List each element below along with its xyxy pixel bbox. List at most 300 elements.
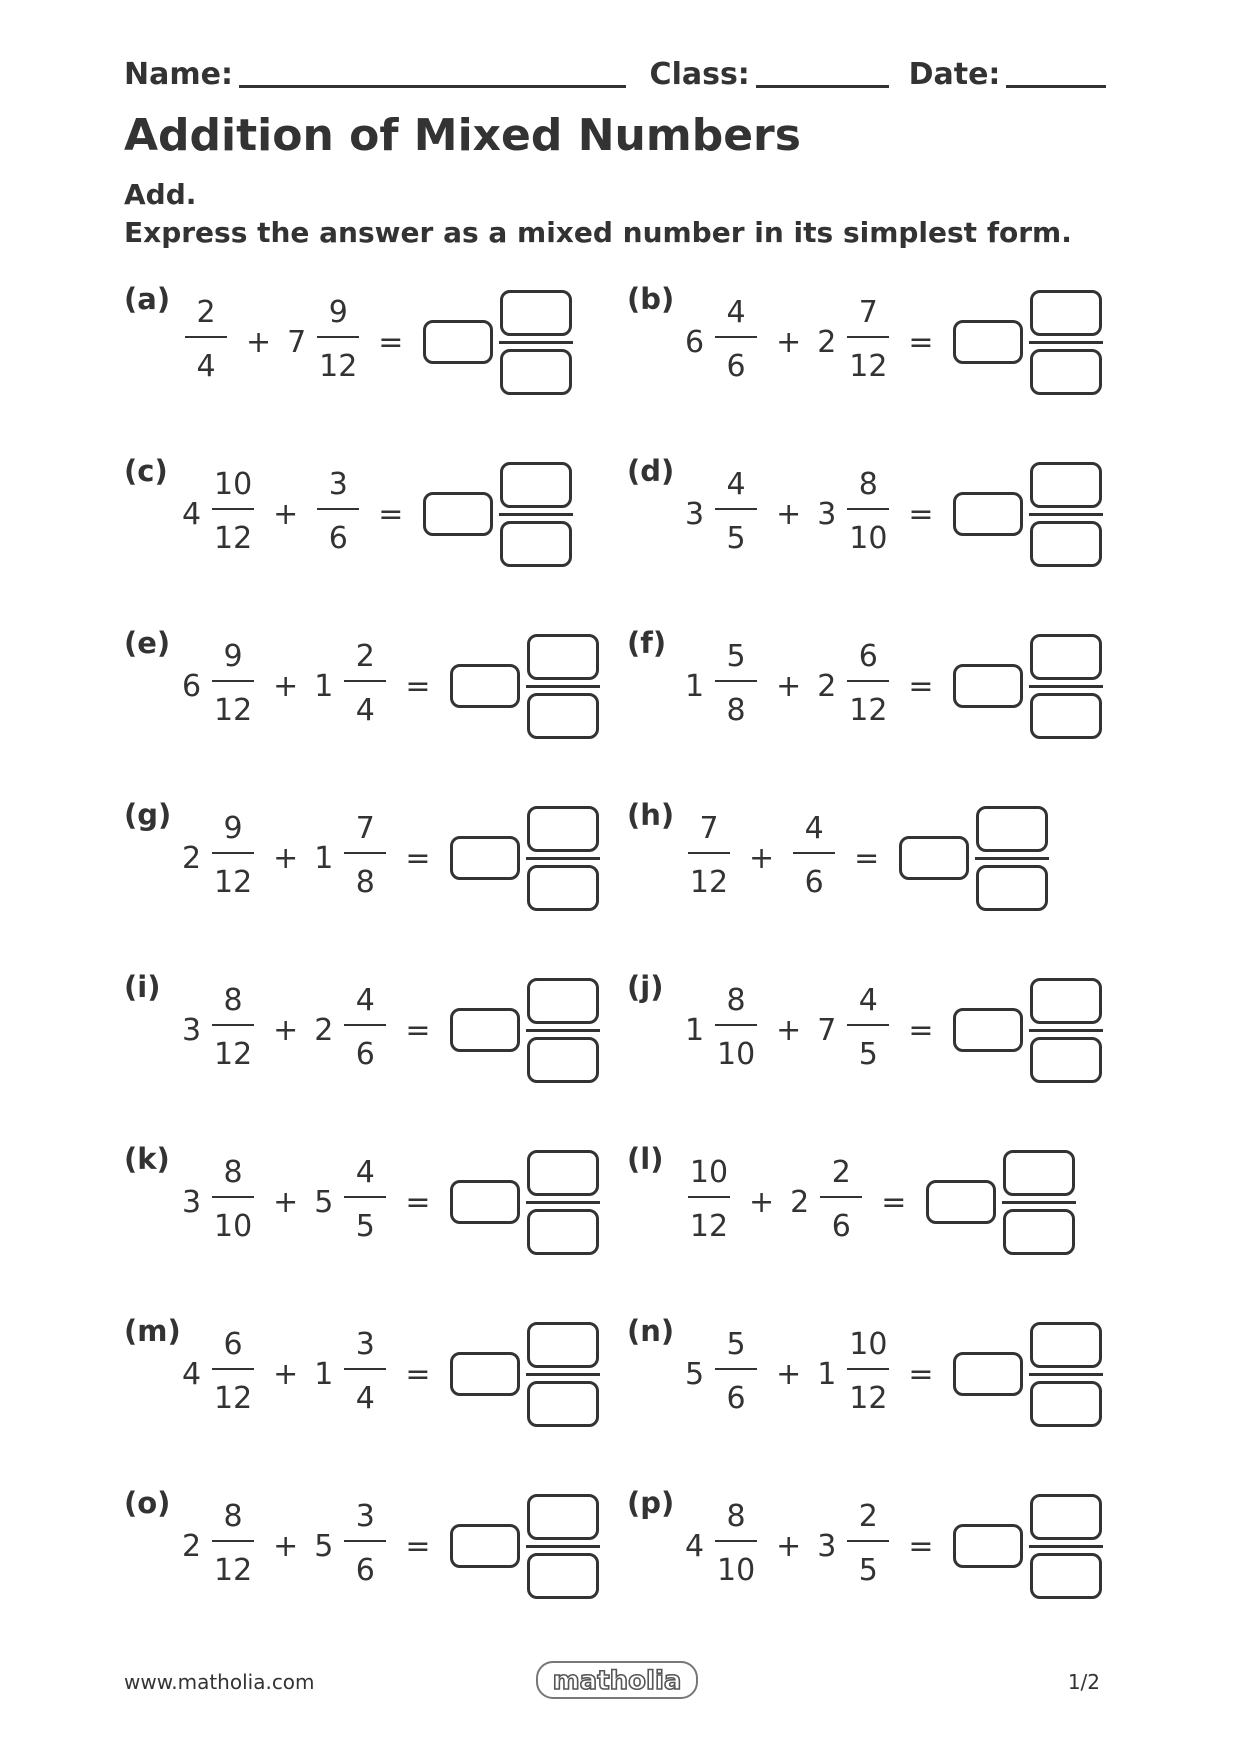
answer-numerator-box[interactable] [1030, 462, 1102, 508]
fraction-bar [847, 1368, 889, 1370]
second-whole-number: 2 [817, 324, 837, 360]
problem-expression [182, 626, 600, 746]
answer-denominator-box[interactable] [527, 1553, 599, 1599]
equals-sign: = [405, 1184, 431, 1220]
equals-sign: = [405, 840, 431, 876]
fraction-bar [820, 1196, 862, 1198]
first-fraction [685, 1154, 733, 1250]
equals-sign: = [405, 668, 431, 704]
problem-item [627, 454, 1187, 574]
second-numerator: 8 [858, 467, 878, 502]
second-denominator: 5 [355, 1209, 375, 1244]
problem-label: (i) [124, 970, 161, 1004]
answer-fraction-bar [1029, 1373, 1103, 1376]
matholia-logo [536, 1660, 698, 1700]
first-numerator: 8 [223, 1155, 243, 1190]
answer-denominator-box[interactable] [976, 865, 1048, 911]
second-numerator: 6 [858, 639, 878, 674]
answer-fraction-bar [499, 513, 573, 516]
first-fraction [712, 982, 760, 1078]
answer-numerator-box[interactable] [527, 806, 599, 852]
second-whole-number: 1 [314, 840, 334, 876]
second-denominator: 6 [328, 521, 348, 556]
first-numerator: 4 [726, 295, 746, 330]
first-fraction [712, 1326, 760, 1422]
answer-area [899, 806, 1049, 911]
answer-fraction [1029, 462, 1103, 567]
answer-whole-box[interactable] [450, 1008, 520, 1052]
first-numerator: 8 [726, 983, 746, 1018]
problem-label: (f) [627, 626, 667, 660]
first-numerator: 10 [689, 1155, 729, 1190]
equals-sign: = [854, 840, 880, 876]
answer-area [953, 634, 1103, 739]
fraction-bar [688, 852, 730, 854]
problem-expression [685, 454, 1103, 574]
answer-area [953, 978, 1103, 1083]
answer-whole-box[interactable] [450, 1180, 520, 1224]
problem-expression [685, 1142, 1076, 1262]
first-numerator: 8 [223, 1499, 243, 1534]
answer-numerator-box[interactable] [1030, 1322, 1102, 1368]
answer-area [450, 1494, 600, 1599]
answer-denominator-box[interactable] [1030, 349, 1102, 395]
answer-fraction [1029, 978, 1103, 1083]
second-fraction [817, 1154, 865, 1250]
answer-numerator-box[interactable] [527, 978, 599, 1024]
fraction-bar [793, 852, 835, 854]
problem-expression [685, 1486, 1103, 1606]
answer-fraction [526, 1150, 600, 1255]
fraction-bar [317, 336, 359, 338]
answer-whole-box[interactable] [450, 1524, 520, 1568]
answer-denominator-box[interactable] [527, 693, 599, 739]
answer-fraction-bar [526, 1029, 600, 1032]
first-denominator: 12 [214, 693, 253, 728]
plus-sign: + [273, 1356, 299, 1392]
answer-denominator-box[interactable] [1030, 1037, 1102, 1083]
fraction-bar [212, 1540, 254, 1542]
answer-area [953, 1322, 1103, 1427]
answer-fraction [1029, 290, 1103, 395]
answer-numerator-box[interactable] [527, 634, 599, 680]
answer-area [450, 978, 600, 1083]
second-denominator: 12 [849, 349, 888, 384]
answer-fraction [1029, 1322, 1103, 1427]
first-denominator: 10 [717, 1553, 756, 1588]
second-numerator: 4 [858, 983, 878, 1018]
equals-sign: = [908, 668, 934, 704]
equals-sign: = [378, 496, 404, 532]
website-url: www.matholia.com [124, 1670, 315, 1694]
instruction-simplest-form: Express the answer as a mixed number in its simplest form. [124, 216, 1072, 249]
second-denominator: 6 [355, 1553, 375, 1588]
answer-area [423, 290, 573, 395]
answer-fraction-bar [499, 341, 573, 344]
answer-numerator-box[interactable] [1030, 978, 1102, 1024]
equals-sign: = [908, 1012, 934, 1048]
second-numerator: 2 [355, 639, 375, 674]
answer-fraction-bar [1002, 1201, 1076, 1204]
fraction-bar [715, 680, 757, 682]
second-whole-number: 1 [314, 1356, 334, 1392]
second-numerator: 4 [355, 1155, 375, 1190]
plus-sign: + [749, 1184, 775, 1220]
first-fraction [209, 1154, 257, 1250]
answer-numerator-box[interactable] [500, 462, 572, 508]
first-fraction [209, 466, 257, 562]
second-numerator: 9 [328, 295, 348, 330]
problem-item [627, 798, 1187, 918]
fraction-bar [847, 336, 889, 338]
second-whole-number: 5 [314, 1528, 334, 1564]
answer-numerator-box[interactable] [1030, 290, 1102, 336]
second-fraction [844, 1498, 892, 1594]
second-numerator: 7 [355, 811, 375, 846]
second-whole-number: 2 [817, 668, 837, 704]
answer-whole-box[interactable] [926, 1180, 996, 1224]
second-denominator: 12 [849, 1381, 888, 1416]
problem-item [627, 970, 1187, 1090]
problem-item [124, 798, 684, 918]
problem-item [124, 454, 684, 574]
answer-denominator-box[interactable] [1030, 1553, 1102, 1599]
fraction-bar [715, 1540, 757, 1542]
answer-whole-box[interactable] [953, 1352, 1023, 1396]
fraction-bar [715, 1368, 757, 1370]
answer-fraction-bar [1029, 341, 1103, 344]
answer-whole-box[interactable] [450, 664, 520, 708]
equals-sign: = [908, 324, 934, 360]
answer-fraction-bar [1029, 513, 1103, 516]
problem-item [124, 282, 684, 402]
fraction-bar [212, 680, 254, 682]
equals-sign: = [908, 1356, 934, 1392]
answer-fraction-bar [1029, 1029, 1103, 1032]
worksheet-title: Addition of Mixed Numbers [124, 110, 801, 161]
answer-numerator-box[interactable] [1003, 1150, 1075, 1196]
answer-area [926, 1150, 1076, 1255]
first-whole-number: 4 [182, 496, 202, 532]
date-blank[interactable] [1006, 51, 1106, 88]
answer-numerator-box[interactable] [527, 1494, 599, 1540]
second-denominator: 5 [858, 1553, 878, 1588]
problem-expression [685, 970, 1103, 1090]
problem-item [124, 1314, 684, 1434]
problem-item [124, 970, 684, 1090]
problem-expression [182, 282, 573, 402]
problem-label: (d) [627, 454, 675, 488]
equals-sign: = [405, 1012, 431, 1048]
first-numerator: 2 [196, 295, 216, 330]
second-denominator: 12 [849, 693, 888, 728]
answer-numerator-box[interactable] [500, 290, 572, 336]
first-numerator: 7 [699, 811, 719, 846]
answer-fraction [526, 978, 600, 1083]
plus-sign: + [273, 1012, 299, 1048]
name-label: Name: [124, 57, 233, 92]
second-fraction [844, 982, 892, 1078]
answer-denominator-box[interactable] [500, 521, 572, 567]
fraction-bar [715, 336, 757, 338]
answer-area [953, 462, 1103, 567]
second-whole-number: 7 [287, 324, 307, 360]
answer-whole-box[interactable] [953, 664, 1023, 708]
plus-sign: + [273, 1184, 299, 1220]
second-fraction [341, 1498, 389, 1594]
fraction-bar [344, 1368, 386, 1370]
fraction-bar [688, 1196, 730, 1198]
class-blank[interactable] [756, 51, 889, 88]
second-denominator: 12 [319, 349, 358, 384]
problem-label: (a) [124, 282, 171, 316]
first-fraction [209, 1498, 257, 1594]
first-denominator: 12 [214, 1553, 253, 1588]
first-whole-number: 1 [685, 1012, 705, 1048]
first-fraction [712, 1498, 760, 1594]
second-numerator: 7 [858, 295, 878, 330]
second-whole-number: 7 [817, 1012, 837, 1048]
answer-whole-box[interactable] [450, 836, 520, 880]
fraction-bar [344, 680, 386, 682]
first-fraction [209, 810, 257, 906]
first-denominator: 4 [196, 349, 216, 384]
second-denominator: 6 [831, 1209, 851, 1244]
problem-label: (o) [124, 1486, 171, 1520]
answer-area [450, 1150, 600, 1255]
problem-label: (b) [627, 282, 675, 316]
first-numerator: 9 [223, 639, 243, 674]
answer-area [953, 1494, 1103, 1599]
second-fraction [314, 294, 362, 390]
second-fraction [844, 294, 892, 390]
problem-item [124, 1142, 684, 1262]
problem-label: (m) [124, 1314, 181, 1348]
answer-numerator-box[interactable] [1030, 634, 1102, 680]
problem-expression [182, 454, 573, 574]
first-denominator: 8 [726, 693, 746, 728]
answer-fraction-bar [526, 857, 600, 860]
fraction-bar [344, 852, 386, 854]
second-numerator: 3 [355, 1499, 375, 1534]
plus-sign: + [776, 496, 802, 532]
second-fraction [844, 1326, 892, 1422]
answer-whole-box[interactable] [953, 1008, 1023, 1052]
problem-label: (p) [627, 1486, 675, 1520]
first-denominator: 6 [726, 1381, 746, 1416]
second-denominator: 8 [355, 865, 375, 900]
class-label: Class: [649, 57, 750, 92]
answer-denominator-box[interactable] [527, 1381, 599, 1427]
fraction-bar [847, 1024, 889, 1026]
plus-sign: + [776, 1356, 802, 1392]
fraction-bar [344, 1540, 386, 1542]
second-denominator: 6 [804, 865, 824, 900]
problem-label: (n) [627, 1314, 675, 1348]
first-whole-number: 2 [182, 840, 202, 876]
first-fraction [712, 294, 760, 390]
answer-fraction-bar [975, 857, 1049, 860]
first-numerator: 8 [223, 983, 243, 1018]
problem-expression [685, 626, 1103, 746]
answer-fraction [499, 290, 573, 395]
plus-sign: + [749, 840, 775, 876]
first-denominator: 5 [726, 521, 746, 556]
problem-label: (h) [627, 798, 675, 832]
second-fraction [341, 1326, 389, 1422]
problem-expression [182, 970, 600, 1090]
answer-fraction [1029, 1494, 1103, 1599]
problem-label: (l) [627, 1142, 664, 1176]
fraction-bar [847, 680, 889, 682]
fraction-bar [317, 508, 359, 510]
answer-whole-box[interactable] [423, 492, 493, 536]
instruction-add: Add. [124, 178, 197, 211]
problem-expression [182, 1142, 600, 1262]
first-whole-number: 1 [685, 668, 705, 704]
first-whole-number: 4 [182, 1356, 202, 1392]
second-numerator: 2 [831, 1155, 851, 1190]
student-info-line [124, 48, 1116, 92]
answer-whole-box[interactable] [953, 320, 1023, 364]
first-denominator: 12 [214, 1037, 253, 1072]
second-numerator: 10 [849, 1327, 888, 1362]
answer-area [450, 806, 600, 911]
plus-sign: + [776, 324, 802, 360]
answer-area [953, 290, 1103, 395]
problem-item [627, 626, 1187, 746]
problem-label: (k) [124, 1142, 170, 1176]
equals-sign: = [908, 1528, 934, 1564]
answer-denominator-box[interactable] [527, 1209, 599, 1255]
second-whole-number: 5 [314, 1184, 334, 1220]
answer-fraction [975, 806, 1049, 911]
answer-fraction [526, 1322, 600, 1427]
first-whole-number: 3 [182, 1012, 202, 1048]
first-fraction [712, 466, 760, 562]
first-denominator: 6 [726, 349, 746, 384]
second-numerator: 2 [858, 1499, 878, 1534]
first-whole-number: 5 [685, 1356, 705, 1392]
problem-item [124, 626, 684, 746]
fraction-bar [847, 508, 889, 510]
fraction-bar [212, 852, 254, 854]
answer-numerator-box[interactable] [527, 1322, 599, 1368]
first-fraction [685, 810, 733, 906]
second-denominator: 6 [355, 1037, 375, 1072]
second-fraction [341, 982, 389, 1078]
second-fraction [341, 1154, 389, 1250]
problem-expression [182, 798, 600, 918]
second-whole-number: 3 [817, 496, 837, 532]
answer-denominator-box[interactable] [1003, 1209, 1075, 1255]
first-numerator: 5 [726, 639, 746, 674]
answer-whole-box[interactable] [899, 836, 969, 880]
answer-denominator-box[interactable] [527, 865, 599, 911]
plus-sign: + [776, 1528, 802, 1564]
answer-denominator-box[interactable] [1030, 521, 1102, 567]
problem-label: (e) [124, 626, 171, 660]
problem-expression [685, 282, 1103, 402]
plus-sign: + [273, 840, 299, 876]
first-whole-number: 3 [182, 1184, 202, 1220]
second-denominator: 10 [849, 521, 888, 556]
plus-sign: + [246, 324, 272, 360]
first-fraction [712, 638, 760, 734]
fraction-bar [344, 1024, 386, 1026]
answer-denominator-box[interactable] [527, 1037, 599, 1083]
answer-numerator-box[interactable] [976, 806, 1048, 852]
fraction-bar [212, 1196, 254, 1198]
answer-area [450, 1322, 600, 1427]
second-fraction [844, 466, 892, 562]
answer-numerator-box[interactable] [1030, 1494, 1102, 1540]
answer-whole-box[interactable] [423, 320, 493, 364]
first-whole-number: 6 [685, 324, 705, 360]
answer-denominator-box[interactable] [1030, 1381, 1102, 1427]
first-denominator: 12 [214, 1381, 253, 1416]
answer-whole-box[interactable] [953, 1524, 1023, 1568]
second-numerator: 3 [328, 467, 348, 502]
equals-sign: = [405, 1528, 431, 1564]
first-fraction [209, 1326, 257, 1422]
answer-fraction-bar [526, 1373, 600, 1376]
problem-label: (c) [124, 454, 168, 488]
second-denominator: 4 [355, 1381, 375, 1416]
answer-numerator-box[interactable] [527, 1150, 599, 1196]
answer-fraction-bar [526, 1545, 600, 1548]
first-denominator: 10 [214, 1209, 253, 1244]
second-whole-number: 2 [314, 1012, 334, 1048]
answer-fraction [1002, 1150, 1076, 1255]
problem-label: (j) [627, 970, 664, 1004]
answer-fraction [526, 634, 600, 739]
first-denominator: 12 [214, 521, 253, 556]
first-numerator: 8 [726, 1499, 746, 1534]
answer-whole-box[interactable] [450, 1352, 520, 1396]
second-denominator: 4 [355, 693, 375, 728]
equals-sign: = [405, 1356, 431, 1392]
second-denominator: 5 [858, 1037, 878, 1072]
equals-sign: = [881, 1184, 907, 1220]
problem-expression [182, 1486, 600, 1606]
first-numerator: 10 [214, 467, 253, 502]
answer-whole-box[interactable] [953, 492, 1023, 536]
second-numerator: 4 [804, 811, 824, 846]
problem-item [627, 1314, 1187, 1434]
problem-expression [182, 1314, 600, 1434]
answer-fraction [526, 806, 600, 911]
answer-area [450, 634, 600, 739]
fraction-bar [212, 508, 254, 510]
first-numerator: 9 [223, 811, 243, 846]
answer-fraction [526, 1494, 600, 1599]
answer-fraction-bar [526, 1201, 600, 1204]
plus-sign: + [273, 496, 299, 532]
plus-sign: + [776, 668, 802, 704]
answer-denominator-box[interactable] [500, 349, 572, 395]
first-denominator: 12 [689, 1209, 729, 1244]
second-whole-number: 2 [790, 1184, 810, 1220]
problem-label: (g) [124, 798, 172, 832]
plus-sign: + [273, 1528, 299, 1564]
svg-text:matholia: matholia [552, 1666, 682, 1696]
answer-denominator-box[interactable] [1030, 693, 1102, 739]
plus-sign: + [776, 1012, 802, 1048]
second-numerator: 3 [355, 1327, 375, 1362]
problem-item [627, 1142, 1187, 1262]
name-blank[interactable] [239, 51, 626, 88]
